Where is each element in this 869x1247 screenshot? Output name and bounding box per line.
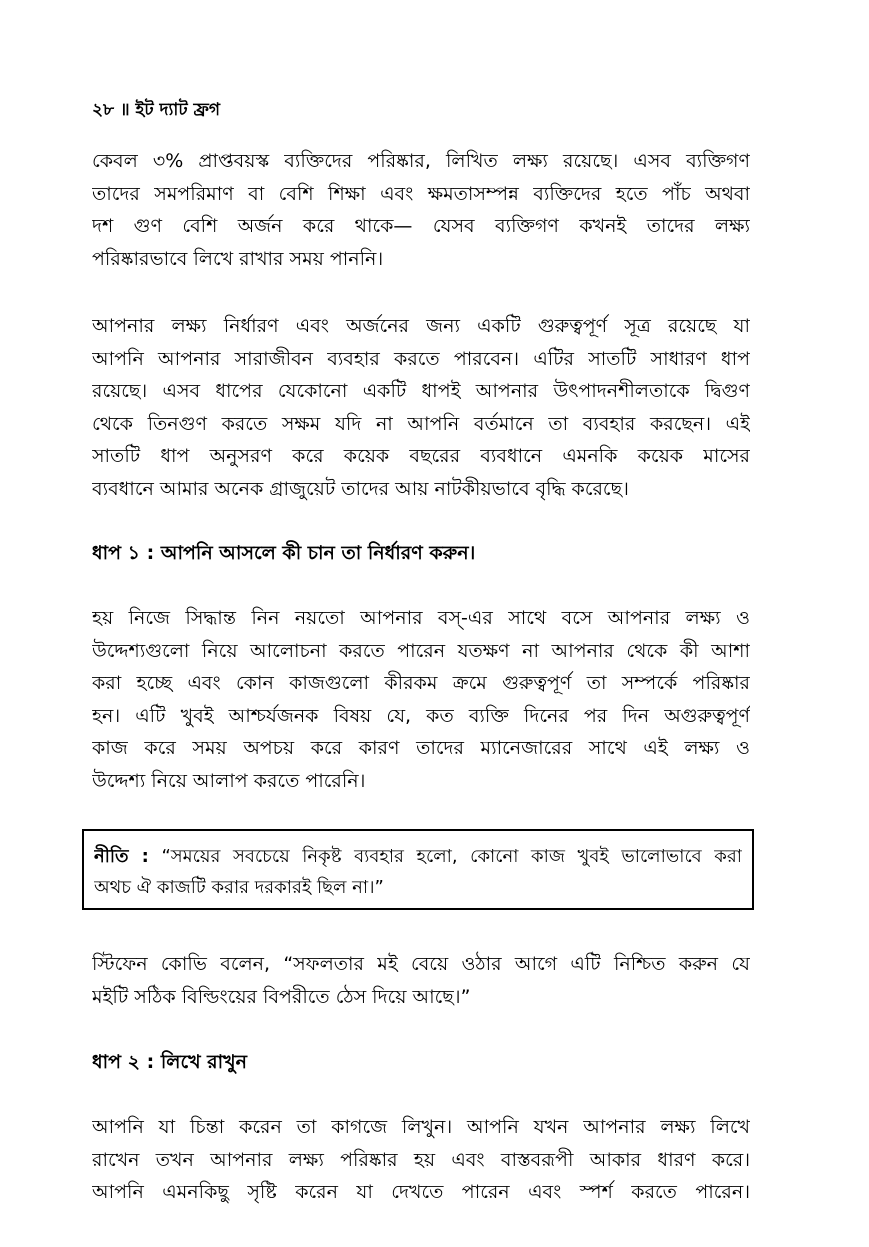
text-line: কাজ করে সময় অপচয় করে কারণ তাদের ম্যানেজারের সাথে এই লক্ষ্য ও xyxy=(92,737,750,759)
text-line: থেকে তিনগুণ করতে সক্ষম যদি না আপনি বর্তমানে তা ব্যবহার করছেন। এই xyxy=(92,412,750,435)
text-line: পরিষ্কারভাবে লিখে রাখার সময় পাননি। xyxy=(92,247,384,270)
principle-quote xyxy=(94,841,742,903)
text-line: করা হচ্ছে এবং কোন কাজগুলো কীরকম ক্রমে গুরুত্বপূর্ণ তা সম্পর্কে পরিষ্কার xyxy=(92,672,750,694)
text-line: রাখেন তখন আপনার লক্ষ্য পরিষ্কার হয় এবং বাস্তবরূপী আকার ধারণ করে। xyxy=(92,1148,750,1171)
text-line: আপনি এমনকিছু সৃষ্টি করেন যা দেখতে পারেন এবং স্পর্শ করতে পারেন। xyxy=(92,1181,750,1203)
text-line: স্টিফেন কোভি বলেন, “সফলতার মই বেয়ে ওঠার আগে এটি নিশ্চিত করুন যে xyxy=(92,953,750,975)
text-line: ব্যবধানে আমার অনেক গ্রাজুয়েট তাদের আয় নাটকীয়ভাবে বৃদ্ধি করেছে। xyxy=(92,477,629,500)
text-line xyxy=(94,841,742,872)
principle-text: “সময়ের সবচেয়ে নিকৃষ্ট ব্যবহার হলো, কোনো কাজ খুবই ভালোভাবে করা xyxy=(148,846,742,867)
running-head: ২৮ ॥ ইট দ্যাট ফ্রগ xyxy=(92,100,221,120)
text-line: কেবল ৩% প্রাপ্তবয়স্ক ব্যক্তিদের পরিষ্কার, লিখিত লক্ষ্য রয়েছে। এসব ব্যক্তিগণ xyxy=(92,150,750,172)
step-2-heading: ধাপ ২ : লিখে রাখুন xyxy=(92,1051,247,1073)
text-line: আপনি যা চিন্তা করেন তা কাগজে লিখুন। আপনি যখন আপনার লক্ষ্য লিখে xyxy=(92,1116,750,1138)
paragraph-intro-statistics xyxy=(92,145,750,275)
principle-box xyxy=(82,829,754,910)
paragraph-covey-quote xyxy=(92,948,750,1013)
text-line: রয়েছে। এসব ধাপের যেকোনো একটি ধাপই আপনার উৎপাদনশীলতাকে দ্বিগুণ xyxy=(92,380,750,402)
text-line: হয় নিজে সিদ্ধান্ত নিন নয়তো আপনার বস্-এর সাথে বসে আপনার লক্ষ্য ও xyxy=(92,607,750,629)
paragraph-step-1 xyxy=(92,602,750,797)
text-line: দশ গুণ বেশি অর্জন করে থাকে— যেসব ব্যক্তিগণ কখনই তাদের লক্ষ্য xyxy=(92,215,750,237)
text-line: মইটি সঠিক বিল্ডিংয়ের বিপরীতে ঠেস দিয়ে আছে।” xyxy=(92,985,471,1008)
step-1-heading: ধাপ ১ : আপনি আসলে কী চান তা নির্ধারণ করুন। xyxy=(92,542,476,564)
text-line: সাতটি ধাপ অনুসরণ করে কয়েক বছরের ব্যবধানে এমনকি কয়েক মাসের xyxy=(92,445,750,467)
text-line: আপনি আপনার সারাজীবন ব্যবহার করতে পারবেন। এটির সাতটি সাধারণ ধাপ xyxy=(92,347,750,370)
text-line: উদ্দেশ্য নিয়ে আলাপ করতে পারেনি। xyxy=(92,769,366,792)
paragraph-goal-formula xyxy=(92,310,750,505)
paragraph-step-2 xyxy=(92,1111,750,1209)
principle-label: নীতি : xyxy=(94,846,149,867)
text-line: হন। এটি খুবই আশ্চর্যজনক বিষয় যে, কত ব্যক্তি দিনের পর দিন অগুরুত্বপূর্ণ xyxy=(92,704,750,727)
text-line: তাদের সমপরিমাণ বা বেশি শিক্ষা এবং ক্ষমতাসম্পন্ন ব্যক্তিদের হতে পাঁচ অথবা xyxy=(92,182,750,205)
text-line: আপনার লক্ষ্য নির্ধারণ এবং অর্জনের জন্য একটি গুরুত্বপূর্ণ সূত্র রয়েছে যা xyxy=(92,315,750,337)
text-line: উদ্দেশ্যগুলো নিয়ে আলোচনা করতে পারেন যতক্ষণ না আপনার থেকে কী আশা xyxy=(92,639,750,662)
text-line: অথচ ঐ কাজটি করার দরকারই ছিল না।” xyxy=(94,877,384,898)
